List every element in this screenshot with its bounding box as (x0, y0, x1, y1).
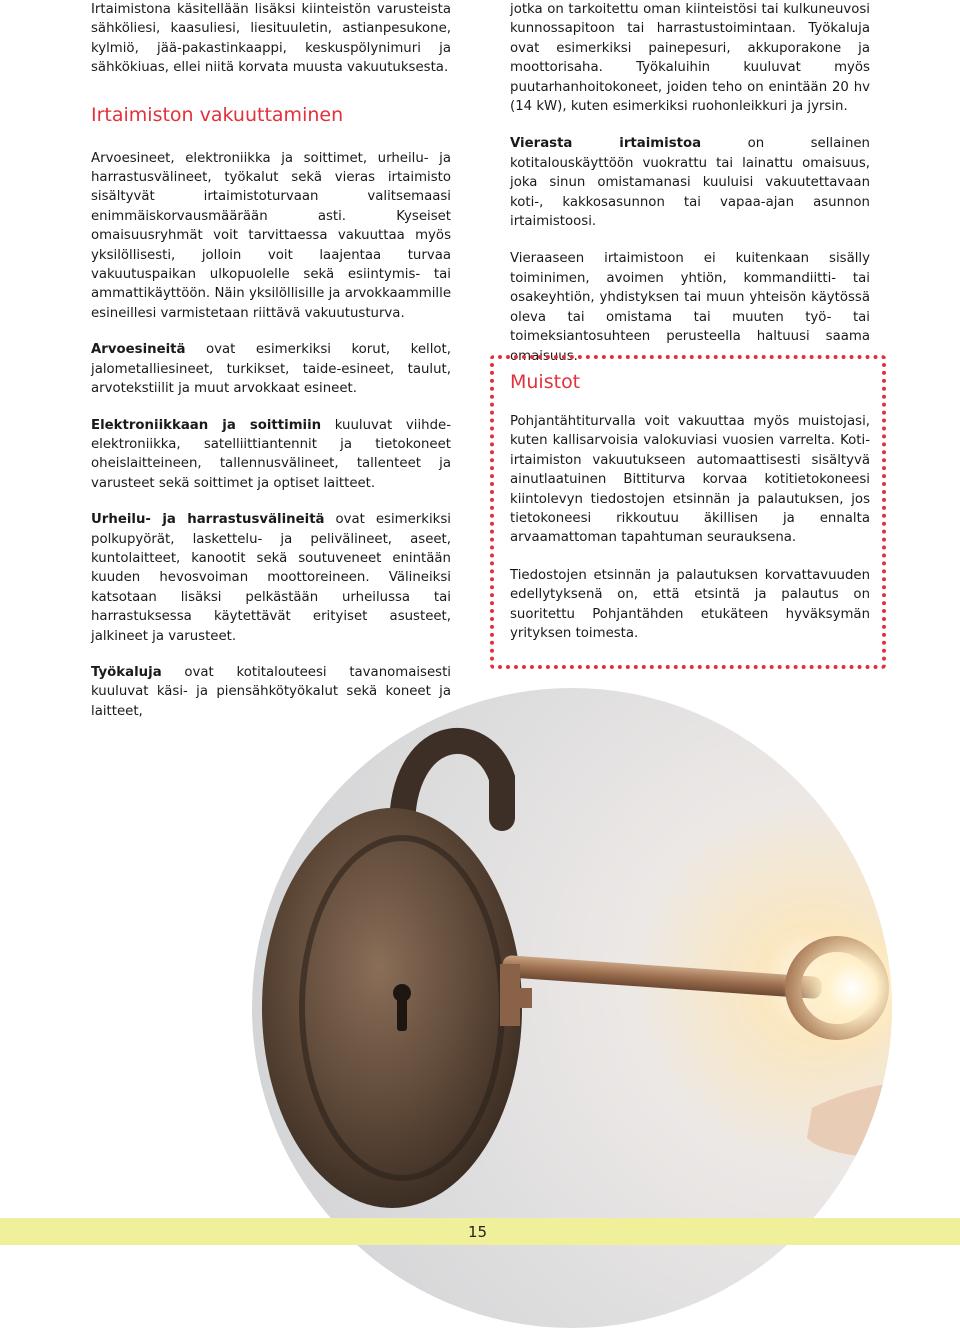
memories-paragraph-1: Pohjantähtiturvalla voit vakuuttaa myös muistojasi, kuten kallisarvoisia valokuviasi vuosien varrelta. Koti-irtaimiston vakuutukseen automaattisesti sisältyvä ainutlaatuinen Bittiturva korvaa kotitietokoneesi kiintolevyn tiedostojen etsinnän ja palautuksen, jos tietokoneesi rikkoutuu äkillisen ja ennalta arvaamattoman tapahtuman seurauksena. (510, 414, 870, 546)
paragraph-exclusions: Vieraaseen irtaimistoon ei kuitenkaan sisälly toiminimen, avoimen yhtiön, kommandiitti- tai osakeyhtiön, yhdistyksen tai muun yhteisön käytössä oleva tai omistama tai muuten työ- tai toimeksiantosuhteen perusteella haltuusi saama omaisuus. (510, 251, 870, 364)
intro-paragraph: Irtaimistona käsitellään lisäksi kiinteistön varusteista sähköliesi, kaasuliesi, liesituuletin, astianpesukone, kylmiö, jää-pakastinkaappi, keskuspölynimuri ja sähkökiuas, ellei niitä korvata muusta vakuutuksesta. (91, 2, 451, 76)
paragraph-tools: Työkaluja ovat kotitalouteesi tavanomaisesti kuuluvat käsi- ja piensähkötyökalut sekä koneet ja laitteet, (91, 664, 451, 719)
page-number: 15 (468, 1223, 488, 1241)
left-column (91, 0, 451, 721)
paragraph-tools-cont: jotka on tarkoitettu oman kiinteistösi tai kulkuneuvosi kunnossapitoon tai harrastustoimintaan. Työkaluja ovat esimerkiksi painepesuri, akkuporakone ja moottorisaha. Työkaluihin kuuluvat myös puutarhanhoitokoneet, joiden teho on enintään 20 hv (14 kW), kuten esimerkiksi ruohonleikkuri ja jyrsin. (510, 2, 870, 115)
paragraph-electronics: Elektroniikkaan ja soittimiin kuuluvat viihde-elektroniikka, satelliittiantennit ja tietokoneet oheislaitteineen, tallennusvälineet, tallenteet ja varusteet sekä soittimet ja optiset laitteet. (91, 417, 451, 491)
memories-heading: Muistot (510, 371, 581, 393)
right-column (510, 0, 870, 366)
memories-box-content (510, 370, 870, 643)
section-heading: Irtaimiston vakuuttaminen (91, 103, 344, 126)
term-sports: Urheilu- ja harrastusvälineitä (91, 512, 325, 528)
term-electronics: Elektroniikkaan ja soittimiin (91, 417, 322, 433)
paragraph-foreign-property: Vierasta irtaimistoa on sellainen kotitalouskäyttöön vuokrattu tai lainattu omaisuus, joka sinun omistamanasi kuuluisi vakuutettavaan koti-, kakkosasunnon tai vapaa-ajan asunnon irtaimistoosi. (510, 136, 870, 230)
term-valuables: Arvoesineitä (91, 342, 186, 358)
paragraph-valuables: Arvoesineitä ovat esimerkiksi korut, kellot, jalometalliesineet, turkikset, taide-esineet, taulut, arvotekstiilit ja muut arvokkaat esineet. (91, 342, 451, 397)
term-tools: Työkaluja (91, 664, 162, 680)
paragraph-sports: Urheilu- ja harrastusvälineitä ovat esimerkiksi polkupyörät, laskettelu- ja pelivälineet, aseet, kuntolaitteet, kanootit sekä soutuveneet enintään kuuden hevosvoiman moottoreineen. Välineiksi katsotaan lisäksi pelkästään urheilussa tai harrastuksessa käytettävät erityiset asusteet, jalkineet ja varusteet. (91, 512, 451, 644)
memories-paragraph-2: Tiedostojen etsinnän ja palautuksen korvattavuuden edellytyksenä on, että etsintä ja palautus on suoritettu Pohjantähden etukäteen hyväksymän yrityksen toimesta. (510, 567, 870, 642)
paragraph-coverage: Arvoesineet, elektroniikka ja soittimet, urheilu- ja harrastusvälineet, työkalut sekä vieras irtaimisto sisältyvät irtaimistoturvaan valitsemaasi enimmäiskorvausmäärään asti. Kyseiset omaisuusryhmät voit tarvittaessa vakuuttaa myös yksilöllisesti, jolloin voit laajentaa turvaa vakuutuspaikan ulkopuolelle sekä esiintymis- tai ammattikäyttöön. Näin yksilöllisille ja arvokkaammille esineillesi varmistetaan riittävä vakuutusturva. (91, 150, 452, 321)
term-foreign-property: Vierasta irtaimistoa (510, 136, 702, 152)
